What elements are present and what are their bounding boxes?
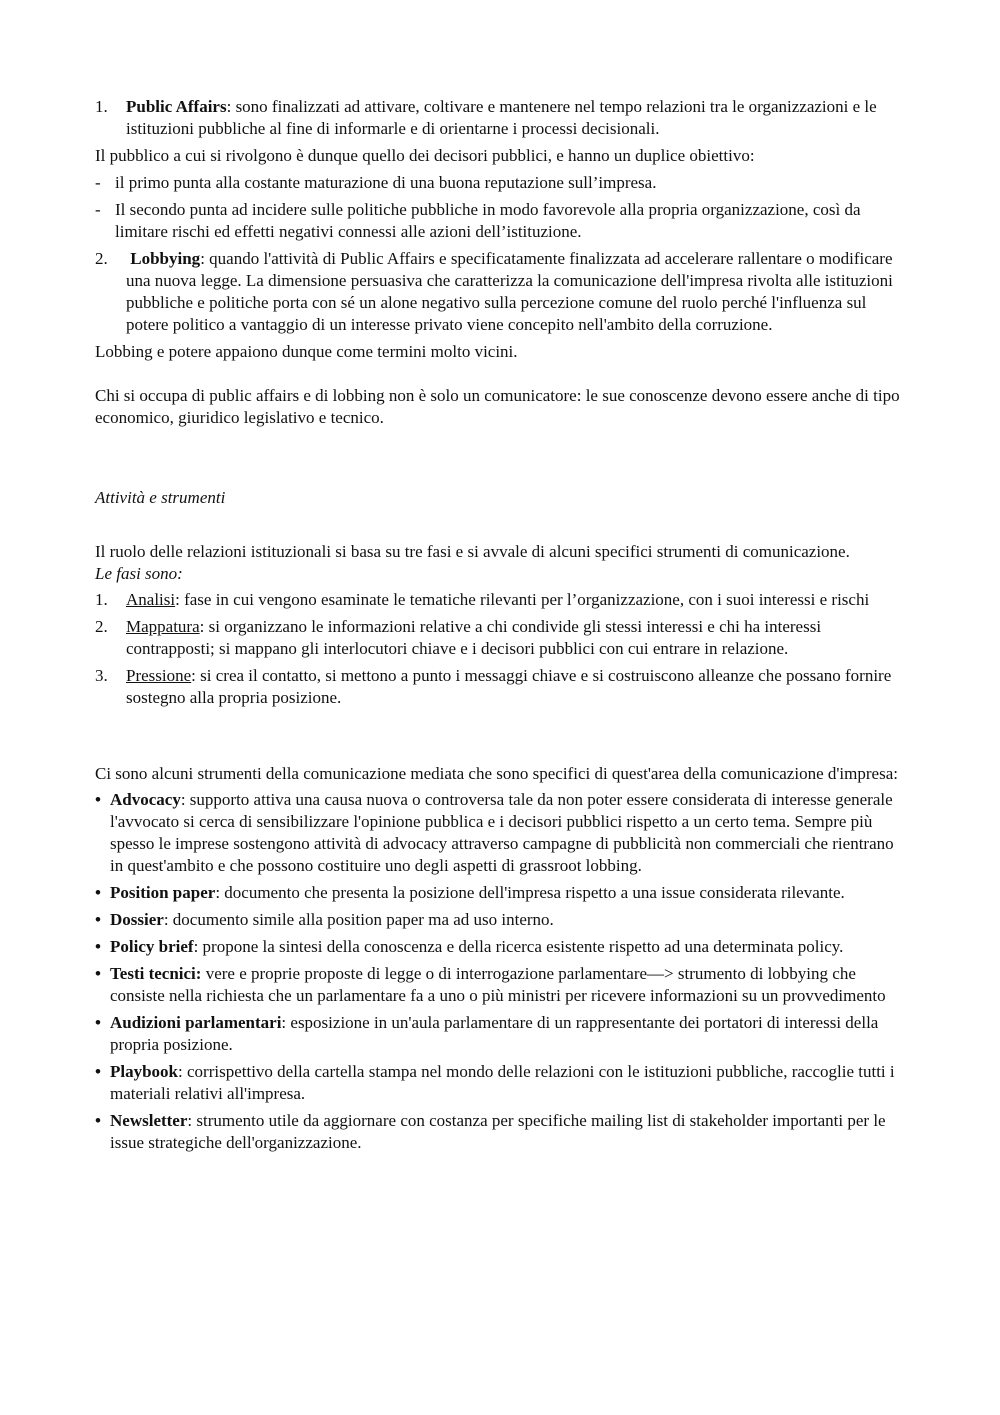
tool-text: : strumento utile da aggiornare con costanza per specifiche mailing list di stakeholder importanti per le issue strategiche dell'organizzazione. bbox=[110, 1111, 886, 1152]
document-page bbox=[95, 96, 910, 1154]
tool-item-playbook bbox=[95, 1061, 910, 1105]
list-number: 2. bbox=[95, 617, 108, 636]
bullet-marker: • bbox=[95, 790, 101, 809]
tool-item-policy-brief bbox=[95, 936, 910, 958]
tool-text: : supporto attiva una causa nuova o controversa tale da non poter essere considerata di interesse generale l'avvocato si cerca di sensibilizzare l'opinione pubblica e i decisori pubblici rispetto a un certo tema. Sempre più spesso le imprese sostengono attività di advocacy attraverso campagne di pubblicità non commerciali che rientrano in quest'ambito e che possono costituire uno degli aspetti di grassroot lobbing. bbox=[110, 790, 894, 875]
term-dossier: Dossier bbox=[110, 910, 164, 929]
bullet-marker: • bbox=[95, 1111, 101, 1130]
term-public-affairs: Public Affairs bbox=[126, 97, 227, 116]
definition-lobbying: : quando l'attività di Public Affairs e specificatamente finalizzata ad accelerare rallentare o modificare una nuova legge. La dimensione persuasiva che caratterizza la comunicazione dell'impresa rivolta alle istituzioni pubbliche e politiche porta con sé un alone negativo sulla percezione comune del ruolo perché l'influenza sul potere politico a vantaggio di un interesse privato viene concepito nell'ambito della corruzione. bbox=[126, 249, 893, 334]
list-number: 1. bbox=[95, 97, 108, 116]
phase-item-analisi bbox=[95, 589, 910, 611]
bullet-marker: • bbox=[95, 964, 101, 983]
term-mappatura: Mappatura bbox=[126, 617, 200, 636]
dash-item-text: Il secondo punta ad incidere sulle politiche pubbliche in modo favorevole alla propria organizzazione, così da limitare rischi ed effetti negativi connessi alle azioni dell’istituzione. bbox=[115, 200, 861, 241]
term-audizioni-parlamentari: Audizioni parlamentari bbox=[110, 1013, 282, 1032]
definition-public-affairs: : sono finalizzati ad attivare, coltivare e mantenere nel tempo relazioni tra le organizzazioni e le istituzioni pubbliche al fine di informarle e di orientarne i processi decisionali. bbox=[126, 97, 877, 138]
tool-text: : propone la sintesi della conoscenza e della ricerca esistente rispetto ad una determinata policy. bbox=[193, 937, 844, 956]
term-testi-tecnici: Testi tecnici: bbox=[110, 964, 202, 983]
tool-text: : documento simile alla position paper ma ad uso interno. bbox=[163, 910, 554, 929]
term-playbook: Playbook bbox=[110, 1062, 179, 1081]
list-number: 2. bbox=[95, 249, 108, 268]
tool-item-testi-tecnici bbox=[95, 963, 910, 1007]
term-advocacy: Advocacy bbox=[110, 790, 181, 809]
section-title: Attività e strumenti bbox=[95, 488, 226, 507]
tool-item-advocacy bbox=[95, 789, 910, 877]
phase-text: : si organizzano le informazioni relative a chi condivide gli stessi interessi e chi ha interessi contrapposti; si mappano gli interlocutori chiave e i decisori pubblici con cui entrare in relazione. bbox=[126, 617, 822, 658]
paragraph-public-affairs-skills: Chi si occupa di public affairs e di lobbing non è solo un comunicatore: le sue conoscenze devono essere anche di tipo economico, giuridico legislativo e tecnico. bbox=[95, 386, 900, 427]
dash-marker: - bbox=[95, 200, 101, 219]
phase-item-mappatura bbox=[95, 616, 910, 660]
tool-item-dossier bbox=[95, 909, 910, 931]
list-item-public-affairs bbox=[95, 96, 910, 140]
list-number: 1. bbox=[95, 590, 108, 609]
bullet-marker: • bbox=[95, 910, 101, 929]
bullet-marker: • bbox=[95, 937, 101, 956]
term-lobbying: Lobbying bbox=[130, 249, 201, 268]
dash-marker: - bbox=[95, 173, 101, 192]
term-pressione: Pressione bbox=[126, 666, 192, 685]
phase-text: : fase in cui vengono esaminate le tematiche rilevanti per l’organizzazione, con i suoi interessi e rischi bbox=[175, 590, 870, 609]
tool-item-position-paper bbox=[95, 882, 910, 904]
list-item-lobbying bbox=[95, 248, 910, 336]
paragraph-lobbying-power: Lobbing e potere appaiono dunque come termini molto vicini. bbox=[95, 342, 518, 361]
tool-text: : esposizione in un'aula parlamentare di un rappresentante dei portatori di interessi della propria posizione. bbox=[110, 1013, 879, 1054]
paragraph-tools-intro: Ci sono alcuni strumenti della comunicazione mediata che sono specifici di quest'area della comunicazione d'impresa: bbox=[95, 764, 898, 783]
tool-item-audizioni-parlamentari bbox=[95, 1012, 910, 1056]
bullet-marker: • bbox=[95, 883, 101, 902]
phase-text: : si crea il contatto, si mettono a punto i messaggi chiave e si costruiscono alleanze che possano fornire sostegno alla propria posizione. bbox=[126, 666, 892, 707]
list-number: 3. bbox=[95, 666, 108, 685]
paragraph-public-intro: Il pubblico a cui si rivolgono è dunque quello dei decisori pubblici, e hanno un duplice obiettivo: bbox=[95, 146, 755, 165]
term-policy-brief: Policy brief bbox=[110, 937, 194, 956]
tool-text: : corrispettivo della cartella stampa nel mondo delle relazioni con le istituzioni pubbliche, raccoglie tutti i materiali relativi all'impresa. bbox=[110, 1062, 895, 1103]
phase-item-pressione bbox=[95, 665, 910, 709]
dash-item-second bbox=[95, 199, 910, 243]
tool-text: : documento che presenta la posizione dell'impresa rispetto a una issue considerata rilevante. bbox=[215, 883, 845, 902]
bullet-marker: • bbox=[95, 1062, 101, 1081]
dash-item-first bbox=[95, 172, 910, 194]
tool-text: vere e proprie proposte di legge o di interrogazione parlamentare—> strumento di lobbying che consiste nella richiesta che un parlamentare fa a uno o più ministri per ricevere informazioni su un provvedimento bbox=[110, 964, 886, 1005]
term-position-paper: Position paper bbox=[110, 883, 216, 902]
tool-item-newsletter bbox=[95, 1110, 910, 1154]
dash-item-text: il primo punta alla costante maturazione di una buona reputazione sull’impresa. bbox=[115, 173, 657, 192]
phases-label: Le fasi sono: bbox=[95, 564, 183, 583]
term-newsletter: Newsletter bbox=[110, 1111, 188, 1130]
paragraph-phases-intro: Il ruolo delle relazioni istituzionali si basa su tre fasi e si avvale di alcuni specifici strumenti di comunicazione. bbox=[95, 542, 850, 561]
term-analisi: Analisi bbox=[126, 590, 176, 609]
bullet-marker: • bbox=[95, 1013, 101, 1032]
